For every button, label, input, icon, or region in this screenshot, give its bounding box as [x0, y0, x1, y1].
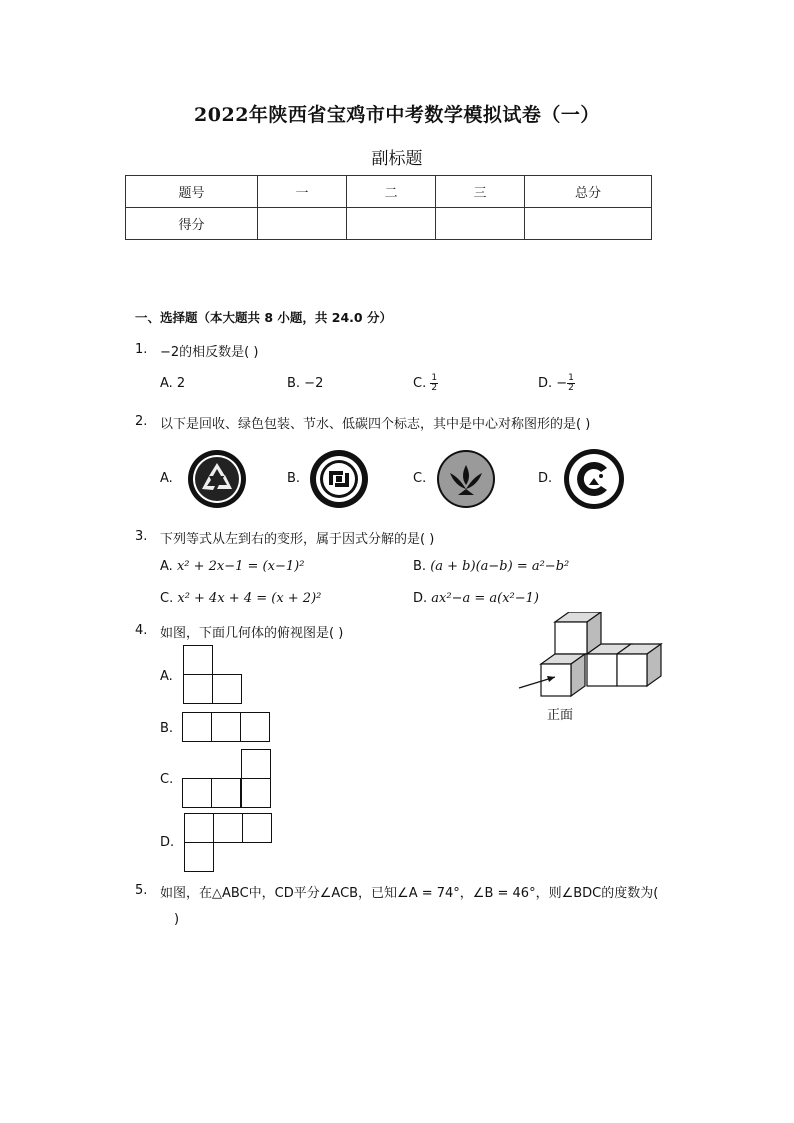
view-square — [241, 778, 271, 808]
question-number: 2. — [135, 414, 148, 429]
low-carbon-logo-icon — [563, 448, 623, 508]
water-saving-logo-icon — [436, 449, 496, 509]
score-input-cell[interactable] — [347, 208, 436, 240]
score-input-cell[interactable] — [436, 208, 525, 240]
score-table-score-row — [126, 208, 652, 240]
math-expression: ax²−a = a(x²−1) — [431, 591, 539, 606]
view-square — [213, 813, 243, 843]
math-expression: x² + 2x−1 = (x−1)² — [176, 559, 305, 574]
option-label: D. — [413, 591, 428, 606]
score-table-cell: 总分 — [525, 176, 652, 208]
score-table-cell: 题号 — [126, 176, 258, 208]
fraction-numerator: 1 — [431, 373, 438, 383]
option-c[interactable] — [160, 591, 321, 606]
view-square — [242, 813, 272, 843]
math-expression: (a + b)(a−b) = a²−b² — [430, 559, 570, 574]
score-table-cell: 得分 — [126, 208, 258, 240]
option-b[interactable]: B. — [287, 471, 301, 486]
recycle-logo-icon — [187, 449, 247, 509]
view-square — [240, 712, 270, 742]
score-input-cell[interactable] — [525, 208, 652, 240]
question-text-continued: ) — [174, 912, 180, 927]
question-number: 1. — [135, 342, 148, 357]
solid-figure — [515, 612, 665, 697]
option-label: A. — [160, 559, 173, 574]
option-label: D. − — [538, 376, 568, 391]
fraction — [567, 374, 575, 393]
question-text: 以下是回收、绿色包装、节水、低碳四个标志，其中是中心对称图形的是( ) — [160, 417, 591, 432]
view-square — [182, 778, 212, 808]
option-a[interactable]: A. — [160, 669, 173, 684]
fraction-denominator: 2 — [431, 383, 438, 393]
option-label: C. — [413, 376, 427, 391]
question-text: 下列等式从左到右的变形，属于因式分解的是( ) — [160, 532, 435, 547]
option-d[interactable]: D. — [538, 471, 553, 486]
math-expression: x² + 4x + 4 = (x + 2)² — [177, 591, 322, 606]
option-a[interactable]: A. — [160, 471, 173, 486]
fraction-denominator: 2 — [568, 383, 574, 393]
view-square — [183, 674, 213, 704]
option-b[interactable]: B. — [160, 721, 174, 736]
option-b[interactable]: B. −2 — [287, 376, 324, 391]
option-b[interactable] — [413, 559, 569, 574]
option-c[interactable]: C. — [413, 471, 427, 486]
exam-subtitle: 副标题 — [371, 149, 423, 169]
option-a[interactable]: A. 2 — [160, 376, 186, 391]
view-square — [184, 813, 214, 843]
question-text: −2的相反数是( ) — [160, 345, 259, 360]
fraction-numerator: 1 — [568, 373, 574, 383]
score-table-cell: 一 — [258, 176, 347, 208]
option-a[interactable] — [160, 559, 304, 574]
view-square — [211, 712, 241, 742]
view-square — [212, 674, 242, 704]
question-number: 5. — [135, 883, 148, 898]
green-package-logo-icon — [309, 449, 369, 509]
question-text: 如图，在△ABC中，CD平分∠ACB，已知∠A = 74°，∠B = 46°，则∠BDC的度数为( — [160, 886, 659, 901]
option-label: C. — [160, 591, 174, 606]
view-square — [183, 645, 213, 675]
option-label: B. — [413, 559, 427, 574]
option-c[interactable] — [413, 374, 438, 393]
option-c[interactable]: C. — [160, 772, 174, 787]
score-table-cell: 三 — [436, 176, 525, 208]
score-table-header-row — [126, 176, 652, 208]
score-table-cell: 二 — [347, 176, 436, 208]
option-d[interactable] — [538, 374, 575, 393]
front-label: 正面 — [547, 708, 574, 723]
exam-title: 2022年陕西省宝鸡市中考数学模拟试卷（一） — [194, 104, 600, 126]
view-square — [241, 749, 271, 779]
view-square — [211, 778, 241, 808]
question-text: 如图，下面几何体的俯视图是( ) — [160, 626, 344, 641]
section-heading: 一、选择题（本大题共 8 小题，共 24.0 分） — [135, 310, 392, 325]
score-input-cell[interactable] — [258, 208, 347, 240]
option-d[interactable]: D. — [160, 835, 175, 850]
option-d[interactable] — [413, 591, 539, 606]
question-number: 4. — [135, 623, 148, 638]
question-number: 3. — [135, 529, 148, 544]
score-table — [125, 175, 652, 240]
view-square — [182, 712, 212, 742]
view-square — [184, 842, 214, 872]
fraction — [430, 374, 438, 393]
